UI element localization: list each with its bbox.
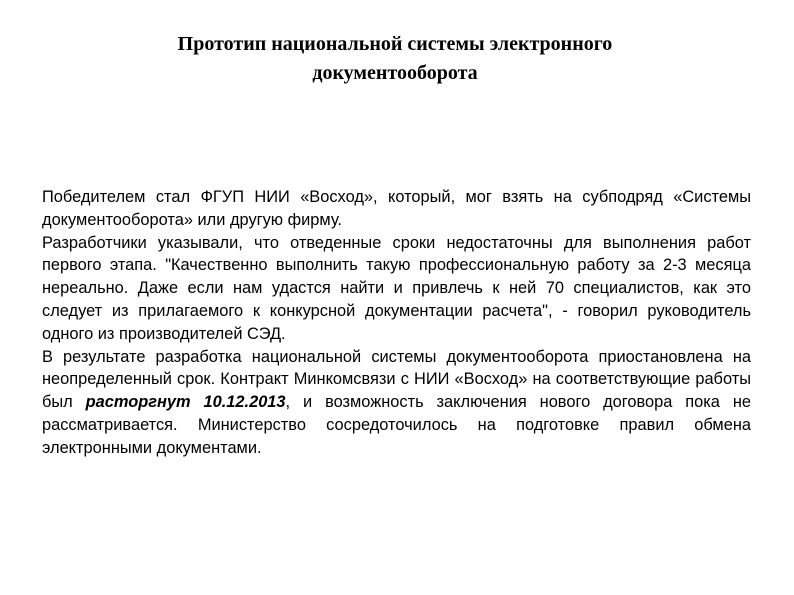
title-line-1: Прототип национальной системы электронного (177, 33, 613, 55)
slide-title (60, 30, 730, 88)
result-text-end: , и возможность заключения нового договора пока не рассматривается. Министерство сосредоточилось на подготовке правил обмена электронными документами. (42, 393, 751, 457)
paragraph-winner: Победителем стал ФГУП НИИ «Восход», который, мог взять на субподряд «Системы документооборота» или другую фирму. (42, 188, 751, 229)
paragraph-developers: Разработчики указывали, что отведенные сроки недостаточны для выполнения работ первого этапа. "Качественно выполнить такую профессиональную работу за 2-3 месяца нереально. Даже если нам удастся найти и привлечь к ней 70 специалистов, как это следует из прилагаемого к конкурсной документации расчета", - говорил руководитель одного из производителей СЭД. (42, 233, 751, 343)
title-line-2: документооборота (312, 62, 478, 84)
contract-terminated-emphasis: расторгнут 10.12.2013 (85, 393, 286, 412)
body-text (42, 186, 751, 460)
paragraph-result (42, 346, 751, 460)
result-text-start: В результате разработка национальной системы документооборота приостановлена на неопределенный срок. Контракт Минкомсвязи с НИИ «Восход» на соответствующие работы был (42, 347, 751, 412)
